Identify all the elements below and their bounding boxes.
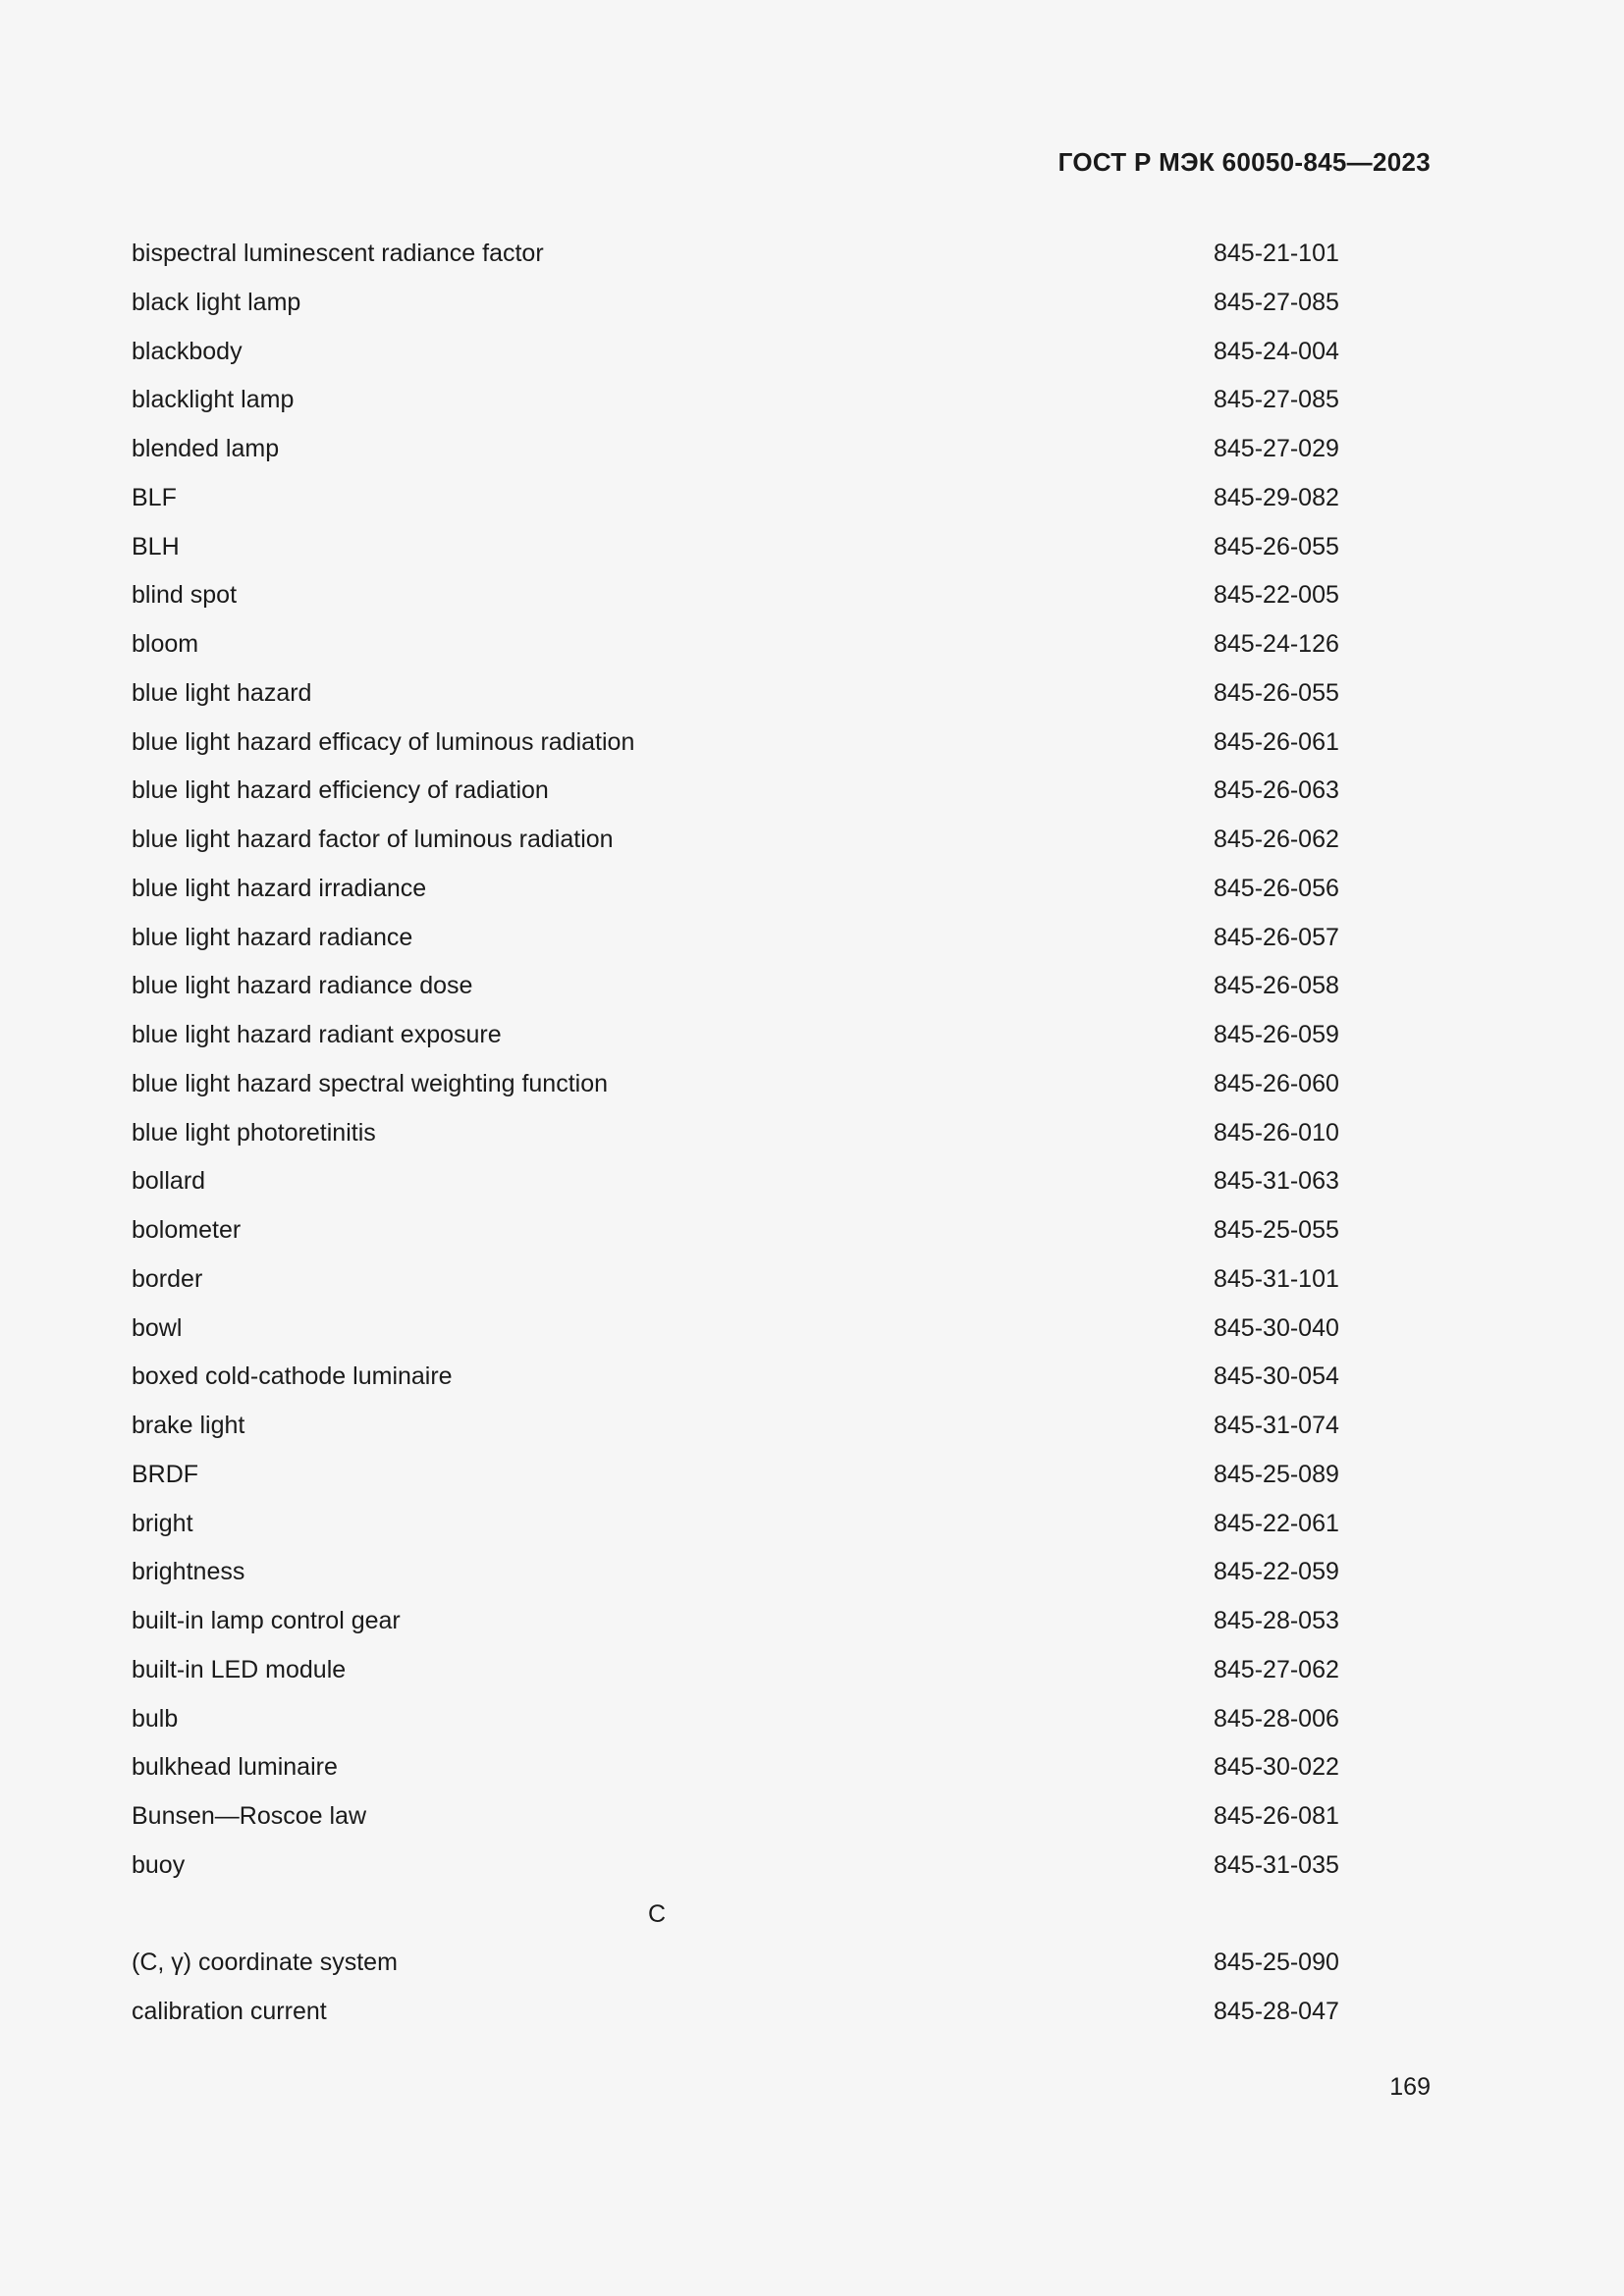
index-term: brake light bbox=[132, 1412, 245, 1439]
index-entry-row bbox=[132, 923, 1428, 972]
index-reference: 845-30-054 bbox=[1214, 1362, 1339, 1391]
index-entry-row bbox=[132, 629, 1428, 678]
index-entry-row bbox=[132, 825, 1428, 874]
index-entry-row bbox=[132, 385, 1428, 434]
index-term: blended lamp bbox=[132, 435, 280, 462]
index-term: buoy bbox=[132, 1850, 186, 1879]
index-reference: 845-22-005 bbox=[1214, 581, 1339, 610]
index-term: border bbox=[132, 1264, 203, 1293]
index-entry-row bbox=[132, 1020, 1428, 1069]
index-reference: 845-25-090 bbox=[1214, 1949, 1339, 1977]
index-term: bollard bbox=[132, 1167, 206, 1196]
index-group-b bbox=[132, 239, 1428, 1899]
index-term: blackbody bbox=[132, 337, 243, 365]
index-entry-row bbox=[132, 1655, 1428, 1704]
index-entry-row bbox=[132, 1264, 1428, 1313]
index-entry-row bbox=[132, 1166, 1428, 1215]
index-term: blue light hazard factor of luminous radiation bbox=[132, 826, 614, 853]
index-reference: 845-26-057 bbox=[1214, 923, 1339, 951]
index-term: bulkhead luminaire bbox=[132, 1753, 338, 1782]
index-reference: 845-31-074 bbox=[1214, 1412, 1339, 1439]
index-entry-row bbox=[132, 1948, 1428, 1997]
document-header: ГОСТ Р МЭК 60050-845—2023 bbox=[1057, 147, 1431, 177]
index-reference: 845-27-085 bbox=[1214, 288, 1339, 316]
index-term: bolometer bbox=[132, 1216, 242, 1244]
index-reference: 845-26-055 bbox=[1214, 678, 1339, 707]
index-entry-row bbox=[132, 874, 1428, 923]
index-reference: 845-24-004 bbox=[1214, 337, 1339, 365]
index-entry-row bbox=[132, 775, 1428, 825]
index-entry-row bbox=[132, 1362, 1428, 1411]
index-reference: 845-26-081 bbox=[1214, 1802, 1339, 1830]
index-reference: 845-26-058 bbox=[1214, 972, 1339, 1000]
index-reference: 845-26-060 bbox=[1214, 1069, 1339, 1097]
index-term: bispectral luminescent radiance factor bbox=[132, 240, 544, 267]
index-entry-row bbox=[132, 483, 1428, 532]
index-entry-row bbox=[132, 1704, 1428, 1753]
index-entry-row bbox=[132, 239, 1428, 288]
index-term: blue light hazard radiance bbox=[132, 923, 413, 951]
index-entry-row bbox=[132, 337, 1428, 386]
index-entry-row bbox=[132, 1850, 1428, 1899]
index-term: blue light hazard irradiance bbox=[132, 874, 427, 902]
index-entry-row bbox=[132, 1557, 1428, 1606]
index-reference: 845-27-085 bbox=[1214, 386, 1339, 414]
index-term: bright bbox=[132, 1509, 193, 1537]
index-entry-row bbox=[132, 1997, 1428, 2046]
index-entry-row bbox=[132, 1118, 1428, 1167]
page-number: 169 bbox=[1389, 2073, 1431, 2101]
index-term: blue light hazard radiant exposure bbox=[132, 1021, 502, 1048]
index-term: BRDF bbox=[132, 1460, 199, 1488]
index-reference: 845-30-022 bbox=[1214, 1753, 1339, 1782]
index-reference: 845-26-062 bbox=[1214, 826, 1339, 853]
index-entry-row bbox=[132, 1801, 1428, 1850]
index-term: (C, γ) coordinate system bbox=[132, 1949, 398, 1977]
index-reference: 845-28-053 bbox=[1214, 1607, 1339, 1634]
index-reference: 845-28-006 bbox=[1214, 1704, 1339, 1733]
index-term: blue light hazard radiance dose bbox=[132, 972, 473, 1000]
index-reference: 845-26-056 bbox=[1214, 874, 1339, 902]
index-group-c bbox=[132, 1948, 1428, 2046]
index-term: BLF bbox=[132, 483, 177, 511]
index-term: bloom bbox=[132, 630, 199, 658]
index-term: blue light photoretinitis bbox=[132, 1118, 376, 1147]
index-reference: 845-27-029 bbox=[1214, 435, 1339, 462]
index-reference: 845-26-055 bbox=[1214, 532, 1339, 561]
index-reference: 845-25-089 bbox=[1214, 1460, 1339, 1488]
index-term: built-in LED module bbox=[132, 1655, 347, 1683]
index-term: bulb bbox=[132, 1704, 179, 1733]
index-term: blue light hazard efficiency of radiation bbox=[132, 776, 549, 805]
index-reference: 845-30-040 bbox=[1214, 1313, 1339, 1342]
index-term: built-in lamp control gear bbox=[132, 1607, 401, 1634]
index-entry-row bbox=[132, 1509, 1428, 1558]
index-entry-row bbox=[132, 532, 1428, 581]
index-term: BLH bbox=[132, 532, 180, 561]
index-term: blue light hazard bbox=[132, 678, 312, 707]
index-term: bowl bbox=[132, 1313, 183, 1342]
index-entry-row bbox=[132, 1215, 1428, 1264]
index-term: blind spot bbox=[132, 581, 238, 610]
index-reference: 845-31-063 bbox=[1214, 1167, 1339, 1196]
index-entry-row bbox=[132, 580, 1428, 629]
index-entry-row bbox=[132, 1411, 1428, 1460]
term-index bbox=[132, 239, 1428, 2046]
index-entry-row bbox=[132, 971, 1428, 1020]
index-reference: 845-31-035 bbox=[1214, 1850, 1339, 1879]
index-term: blue light hazard spectral weighting function bbox=[132, 1069, 609, 1097]
index-entry-row bbox=[132, 288, 1428, 337]
section-heading-row bbox=[132, 1899, 1428, 1949]
index-entry-row bbox=[132, 1069, 1428, 1118]
section-letter-c: C bbox=[648, 1899, 667, 1928]
index-entry-row bbox=[132, 1313, 1428, 1362]
index-reference: 845-26-059 bbox=[1214, 1021, 1339, 1048]
index-entry-row bbox=[132, 1752, 1428, 1801]
index-reference: 845-29-082 bbox=[1214, 483, 1339, 511]
index-reference: 845-25-055 bbox=[1214, 1216, 1339, 1244]
index-term: black light lamp bbox=[132, 288, 301, 316]
index-reference: 845-27-062 bbox=[1214, 1655, 1339, 1683]
index-reference: 845-21-101 bbox=[1214, 240, 1339, 267]
index-entry-row bbox=[132, 1606, 1428, 1655]
index-reference: 845-24-126 bbox=[1214, 630, 1339, 658]
index-term: blue light hazard efficacy of luminous radiation bbox=[132, 727, 635, 756]
index-reference: 845-22-059 bbox=[1214, 1558, 1339, 1586]
index-term: brightness bbox=[132, 1558, 245, 1586]
index-reference: 845-31-101 bbox=[1214, 1264, 1339, 1293]
index-entry-row bbox=[132, 1460, 1428, 1509]
index-reference: 845-26-063 bbox=[1214, 776, 1339, 805]
index-term: calibration current bbox=[132, 1998, 327, 2025]
index-term: Bunsen—Roscoe law bbox=[132, 1802, 367, 1830]
index-reference: 845-26-061 bbox=[1214, 727, 1339, 756]
index-entry-row bbox=[132, 727, 1428, 776]
index-term: boxed cold-cathode luminaire bbox=[132, 1362, 453, 1391]
index-entry-row bbox=[132, 678, 1428, 727]
index-entry-row bbox=[132, 434, 1428, 483]
index-term: blacklight lamp bbox=[132, 386, 295, 414]
index-reference: 845-28-047 bbox=[1214, 1998, 1339, 2025]
index-reference: 845-22-061 bbox=[1214, 1509, 1339, 1537]
index-reference: 845-26-010 bbox=[1214, 1118, 1339, 1147]
